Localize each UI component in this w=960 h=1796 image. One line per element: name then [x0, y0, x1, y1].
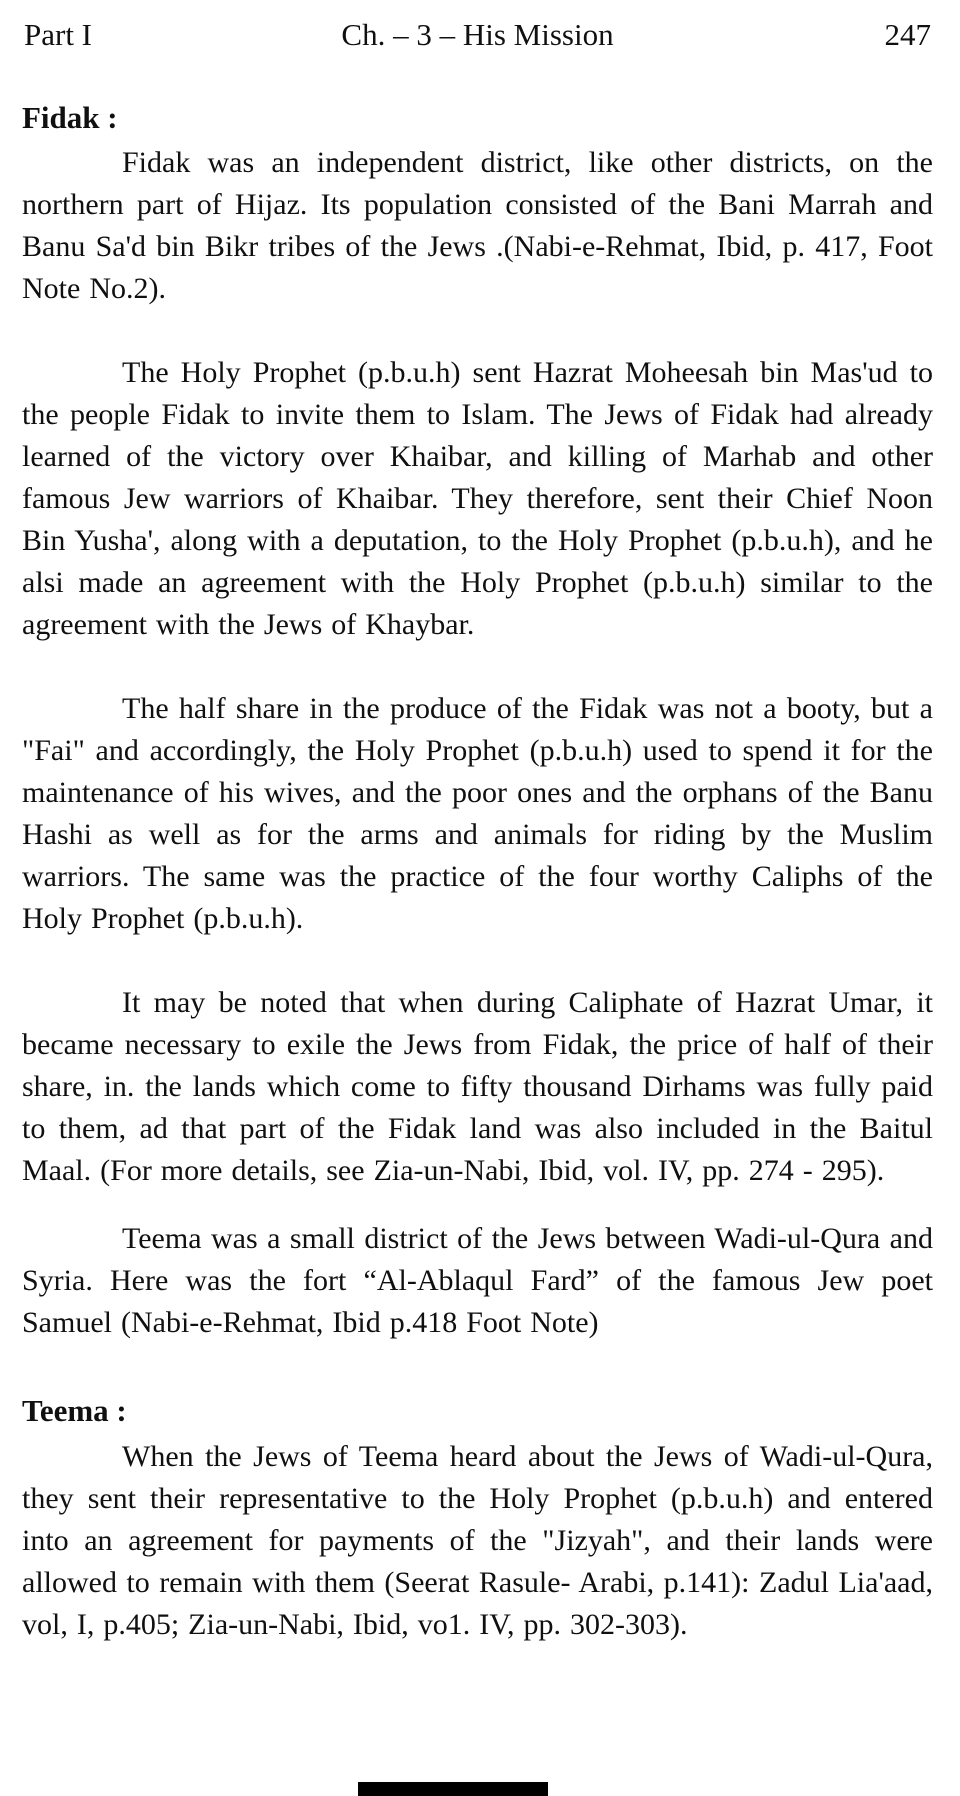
- paragraph-fidak-5: Teema was a small district of the Jews between Wadi-ul-Qura and Syria. Here was the fort “Al-Ablaqul Fard” of the famous Jew poet Samuel (Nabi-e-Rehmat, Ibid p.418 Foot Note): [22, 1222, 933, 1340]
- section-heading-fidak: Fidak :: [22, 100, 118, 136]
- paragraph-fidak-3: The half share in the produce of the Fidak was not a booty, but a "Fai" and accordingly, the Holy Prophet (p.b.u.h) used to spend it for the maintenance of his wives, and the poor ones and the orphans of the Banu Hashi as well as for the arms and animals for riding by the Muslim warriors. The same was the practice of the four worthy Caliphs of the Holy Prophet (p.b.u.h).: [22, 692, 933, 936]
- header-chapter-title: Ch. – 3 – His Mission: [341, 17, 614, 52]
- paragraph-teema-1: When the Jews of Teema heard about the Jews of Wadi-ul-Qura, they sent their representative to the Holy Prophet (p.b.u.h) and entered into an agreement for payments of the "Jizyah", and their lands were allowed to remain with them (Seerat Rasule- Arabi, p.141): Zadul Lia'aad, vol, I, p.405; Zia-un-Nabi, Ibid, vo1. IV, pp. 302-303).: [22, 1439, 933, 1641]
- paragraph-fidak-4: It may be noted that when during Caliphate of Hazrat Umar, it became necessary to exile the Jews from Fidak, the price of half of their share, in. the lands which come to fifty thousand Dirhams was fully paid to them, ad that part of the Fidak land was also included in the Baitul Maal. (For more details, see Zia-un-Nabi, Ibid, vol. IV, pp. 274 - 295).: [22, 986, 933, 1188]
- header-part-label: Part I: [24, 17, 93, 52]
- section-heading-teema: Teema :: [22, 1393, 127, 1429]
- paragraph-fidak-1: Fidak was an independent district, like other districts, on the northern part of Hijaz. Its population consisted of the Bani Marrah and Banu Sa'd bin Bikr tribes of the Jews .(Nabi-e-Rehmat, Ibid, p. 417, Foot Note No.2).: [22, 146, 933, 306]
- scan-artifact-bar: [358, 1782, 548, 1796]
- paragraph-fidak-2: The Holy Prophet (p.b.u.h) sent Hazrat Moheesah bin Mas'ud to the people Fidak to invite them to Islam. The Jews of Fidak had already learned of the victory over Khaibar, and killing of Marhab and other famous Jew warriors of Khaibar. They therefore, sent their Chief Noon Bin Yusha', along with a deputation, to the Holy Prophet (p.b.u.h), and he alsi made an agreement with the Holy Prophet (p.b.u.h) similar to the agreement with the Jews of Khaybar.: [22, 356, 933, 642]
- page-number: 247: [884, 17, 931, 52]
- page-header: [22, 16, 933, 53]
